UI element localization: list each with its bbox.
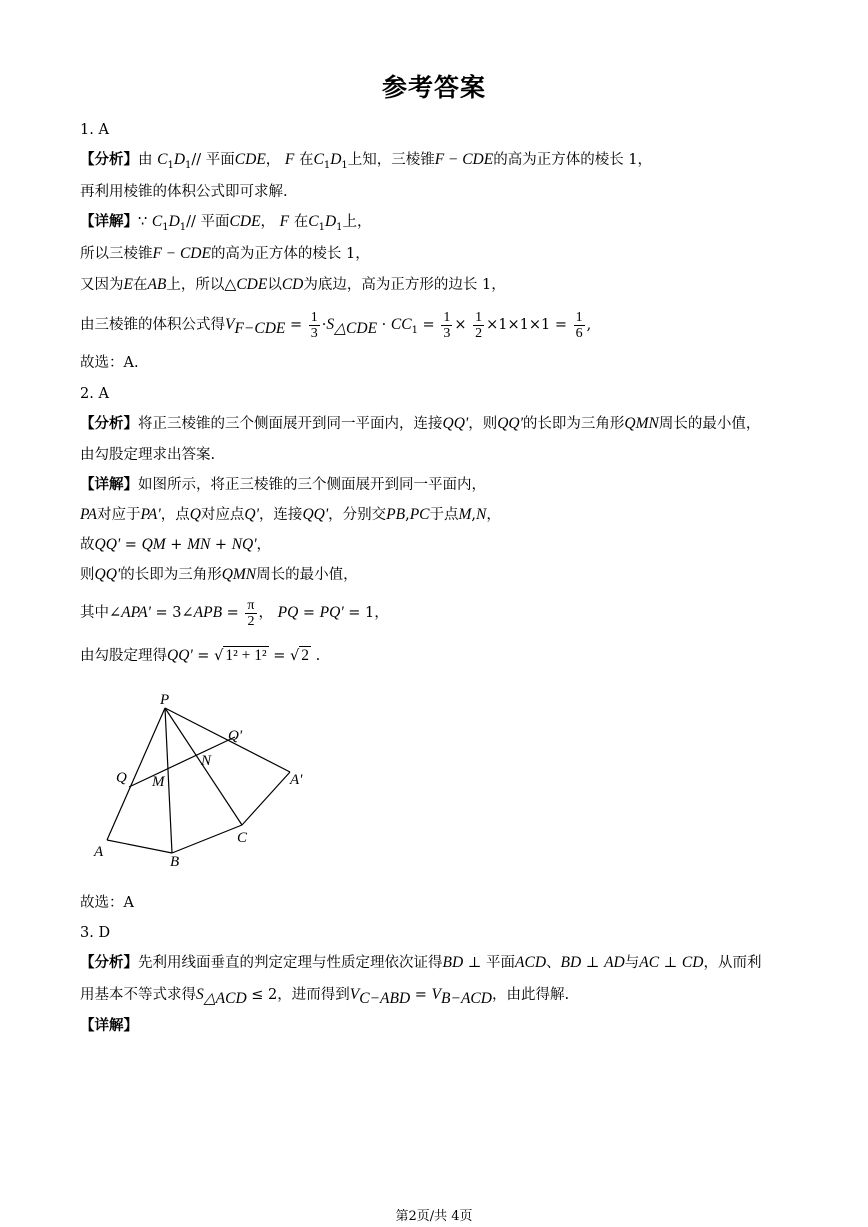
q1-analysis: 【分析】由 $C_1D_1//$ 平面CDE， F 在$C_1D_1$上知，三棱锥F − CDE的高为正方体的棱长 1， (80, 151, 653, 171)
label-P: P (160, 692, 170, 708)
q3-analysis-2: 用基本不等式求得$S_{\triangle ACD} \le 2$，进而得到$V_{C-ABD} = V_{B-ACD}$，由此得解. (80, 986, 570, 1007)
q2-answer-head: 2. A (80, 386, 109, 402)
q2-analysis-2: 由勾股定理求出答案. (80, 447, 216, 463)
q2-detail-2: PA对应于PA'，点Q对应点Q'，连接QQ'，分别交PB,PC于点M,N， (80, 506, 501, 523)
label-C: C (237, 830, 248, 846)
label-Q: Q (116, 770, 127, 786)
q2-analysis: 【分析】将正三棱锥的三个侧面展开到同一平面内，连接QQ'，则QQ'的长即为三角形QMN周长的最小值， (80, 415, 761, 432)
page-title: 参考答案 (381, 73, 486, 102)
q1-detail-3: 又因为E在AB上，所以△CDE以CD为底边，高为正方形的边长 1， (80, 276, 506, 293)
q1-detail-1: 【详解】∵ $C_1D_1//$ 平面CDE， F 在$C_1D_1$上， (80, 213, 372, 233)
detail-label: 【详解】 (80, 214, 138, 230)
q2-choice: 故选：A (80, 895, 134, 911)
q3-answer-head: 3. D (80, 925, 111, 941)
q1-choice: 故选：A. (80, 355, 139, 371)
q3-detail-label: 【详解】 (80, 1018, 138, 1034)
q1-detail-4-formula: 由三棱锥的体积公式得$V_{F-CDE}$ = $\frac{1}{3}$ $\cdot S_{\triangle CDE} \cdot CC_1$ = $\frac{1}{3}$ × $\frac{1}{2}$ ×1×1×1 = $\frac{1}{6}$ , (80, 309, 592, 341)
q2-detail-6: 由勾股定理得QQ' = √ 1² + 1² = √ 2 . (80, 647, 321, 664)
q1-detail-2: 所以三棱锥F − CDE的高为正方体的棱长 1， (80, 245, 370, 262)
label-N: N (201, 753, 212, 769)
q3-analysis: 【分析】先利用线面垂直的判定定理与性质定理依次证得BD ⊥ 平面ACD、BD ⊥ AD与AC ⊥ CD，从而利 (80, 954, 762, 971)
analysis-label: 【分析】 (80, 152, 138, 168)
label-M: M (152, 774, 165, 790)
q1-analysis-2: 再利用棱锥的体积公式即可求解. (80, 184, 288, 200)
label-A-prime: A' (290, 772, 303, 788)
page-footer: 第2页/共 4页 (395, 1209, 473, 1224)
label-Q-prime: Q' (228, 728, 243, 744)
q2-detail-3: 故QQ' = QM + MN + NQ'， (80, 536, 272, 553)
q2-detail-1: 【详解】如图所示，将正三棱锥的三个侧面展开到同一平面内， (80, 477, 486, 493)
q2-detail-5: 其中∠APA' = 3∠APB = $\frac{\pi}{2}$ ， PQ = PQ' = 1， (80, 597, 389, 629)
label-A: A (94, 844, 104, 860)
q1-answer-head: 1. A (80, 122, 109, 138)
unfolded-pyramid-figure (80, 690, 320, 870)
q2-detail-4: 则QQ'的长即为三角形QMN周长的最小值， (80, 566, 358, 583)
label-B: B (170, 854, 180, 870)
